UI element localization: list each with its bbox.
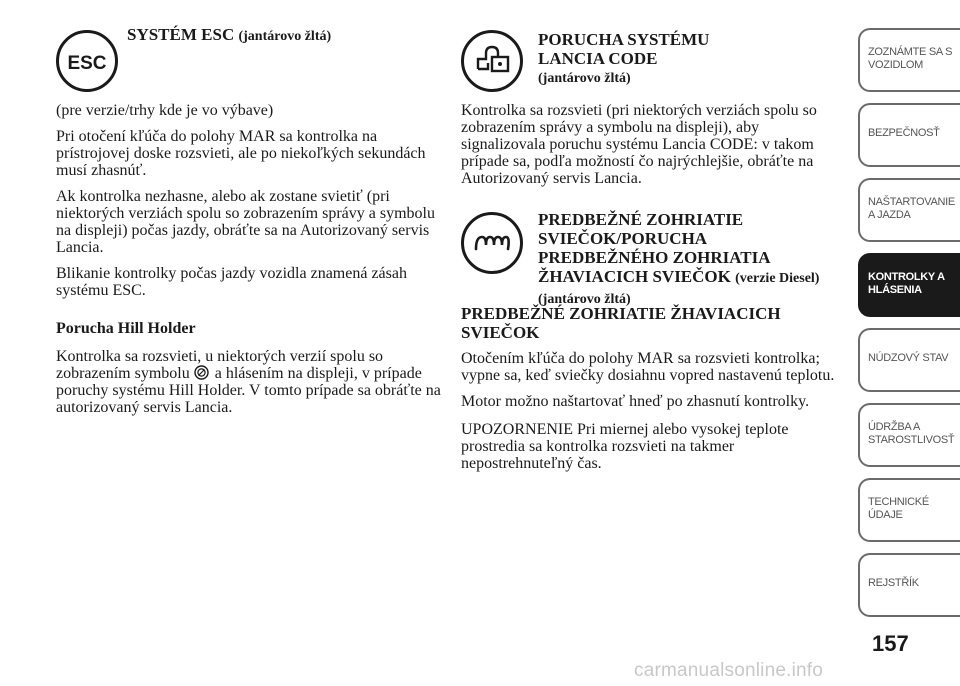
chapter-tabs bbox=[858, 28, 960, 628]
tab-label: NÚDZOVÝ STAV bbox=[868, 352, 949, 364]
esc-paragraph-3: Ak kontrolka nezhasne, alebo ak zostane svietiť (pri niektorých verziách spolu so zobrazením správy a symbolu na displeji) počas jazdy, obráťte sa na Autorizovaný servis Lancia. bbox=[56, 188, 435, 256]
hill-holder-text-before: Kontrolka sa rozsvieti, u niektorých verzií spolu so zobrazením symbolu bbox=[56, 348, 384, 382]
page-number: 157 bbox=[872, 631, 909, 656]
glow-plug-paragraph-1: Otočením kľúča do polohy MAR sa rozsvieti kontrolka; vypne sa, keď sviečky dosiahnu vopred nastavenú teplotu. bbox=[461, 350, 835, 384]
tab-label: REJSTŘÍK bbox=[868, 577, 919, 589]
lancia-code-heading-line1: PORUCHA SYSTÉMU bbox=[538, 30, 710, 49]
esc-paragraph-4: Blikanie kontrolky počas jazdy vozidla znamená zásah systému ESC. bbox=[56, 265, 407, 299]
tab-zoznamte-sa[interactable] bbox=[858, 28, 960, 92]
tab-label: NAŠTARTOVANIE A JAZDA bbox=[868, 196, 955, 221]
esc-paragraph-2: Pri otočení kľúča do polohy MAR sa kontrolka na prístrojovej doske rozsvieti, ale po niekoľkých sekundách musí zhasnúť. bbox=[56, 128, 426, 179]
glow-plug-icon bbox=[461, 212, 523, 274]
glow-plug-heading bbox=[538, 210, 838, 309]
glow-plug-heading-text: PREDBEŽNÉ ZOHRIATIE SVIEČOK/PORUCHA PREDBEŽNÉHO ZOHRIATIA ŽHAVIACICH SVIEČOK bbox=[538, 210, 770, 286]
tab-label: ZOZNÁMTE SA S VOZIDLOM bbox=[868, 46, 953, 71]
glow-plug-paragraph-2: Motor možno naštartovať hneď po zhasnutí kontrolky. bbox=[461, 393, 810, 410]
tab-udrzba[interactable] bbox=[858, 403, 960, 467]
tab-label: KONTROLKY A HLÁSENIA bbox=[868, 271, 945, 296]
tab-rejstrik[interactable] bbox=[858, 553, 960, 617]
tab-label: ÚDRŽBA A STAROSTLIVOSŤ bbox=[868, 421, 955, 446]
tab-nudzovy-stav[interactable] bbox=[858, 328, 960, 392]
esc-warning-icon bbox=[56, 30, 118, 92]
esc-icon-label: ESC bbox=[67, 53, 107, 74]
glow-plug-paragraph-3: UPOZORNENIE Pri miernej alebo vysokej teplote prostredia sa kontrolka rozsvieti na takmer nepostrehnuteľný čas. bbox=[461, 421, 789, 472]
lancia-code-heading-line2: LANCIA CODE bbox=[538, 49, 658, 68]
esc-paragraph-1: (pre verzie/trhy kde je vo výbave) bbox=[56, 102, 274, 119]
lancia-code-heading bbox=[538, 30, 709, 88]
hill-holder-title: Porucha Hill Holder bbox=[56, 320, 196, 337]
tab-technicke-udaje[interactable] bbox=[858, 478, 960, 542]
lancia-code-paragraph: Kontrolka sa rozsvieti (pri niektorých verziách spolu so zobrazením správy a symbolu na displeji), aby signalizovala poruchu systému Lancia CODE: v takom prípade sa, podľa možností čo najrýchlejšie, obráťte na Autorizovaný servis Lancia. bbox=[461, 102, 817, 187]
watermark: carmanualsonline.info bbox=[634, 660, 824, 681]
esc-body bbox=[56, 102, 441, 299]
tab-label: TECHNICKÉ ÚDAJE bbox=[868, 496, 929, 521]
esc-heading-sub: (jantárovo žltá) bbox=[238, 29, 332, 44]
glow-plug-body bbox=[461, 350, 841, 472]
hill-holder-inline-icon bbox=[194, 365, 209, 380]
esc-heading-text: SYSTÉM ESC bbox=[127, 25, 235, 44]
lancia-code-icon bbox=[461, 30, 523, 92]
glow-plug-heading-sub: (verzie Diesel) (jantárovo žltá) bbox=[538, 271, 820, 307]
tab-nastartovanie[interactable] bbox=[858, 178, 960, 242]
tab-label: BEZPEČNOSŤ bbox=[868, 127, 940, 139]
lancia-code-heading-sub: (jantárovo žltá) bbox=[538, 71, 631, 86]
glow-plug-title: PREDBEŽNÉ ZOHRIATIE ŽHAVIACICH SVIEČOK bbox=[461, 304, 781, 342]
hill-holder-text-after: a hlásením na displeji, v prípade poruchy systému Hill Holder. V tomto prípade sa obráťte na autorizovaný servis Lancia. bbox=[56, 365, 441, 416]
hill-holder-paragraph bbox=[56, 348, 441, 416]
tab-bezpecnost[interactable] bbox=[858, 103, 960, 167]
esc-heading bbox=[127, 25, 331, 46]
tab-kontrolky[interactable] bbox=[858, 253, 960, 317]
